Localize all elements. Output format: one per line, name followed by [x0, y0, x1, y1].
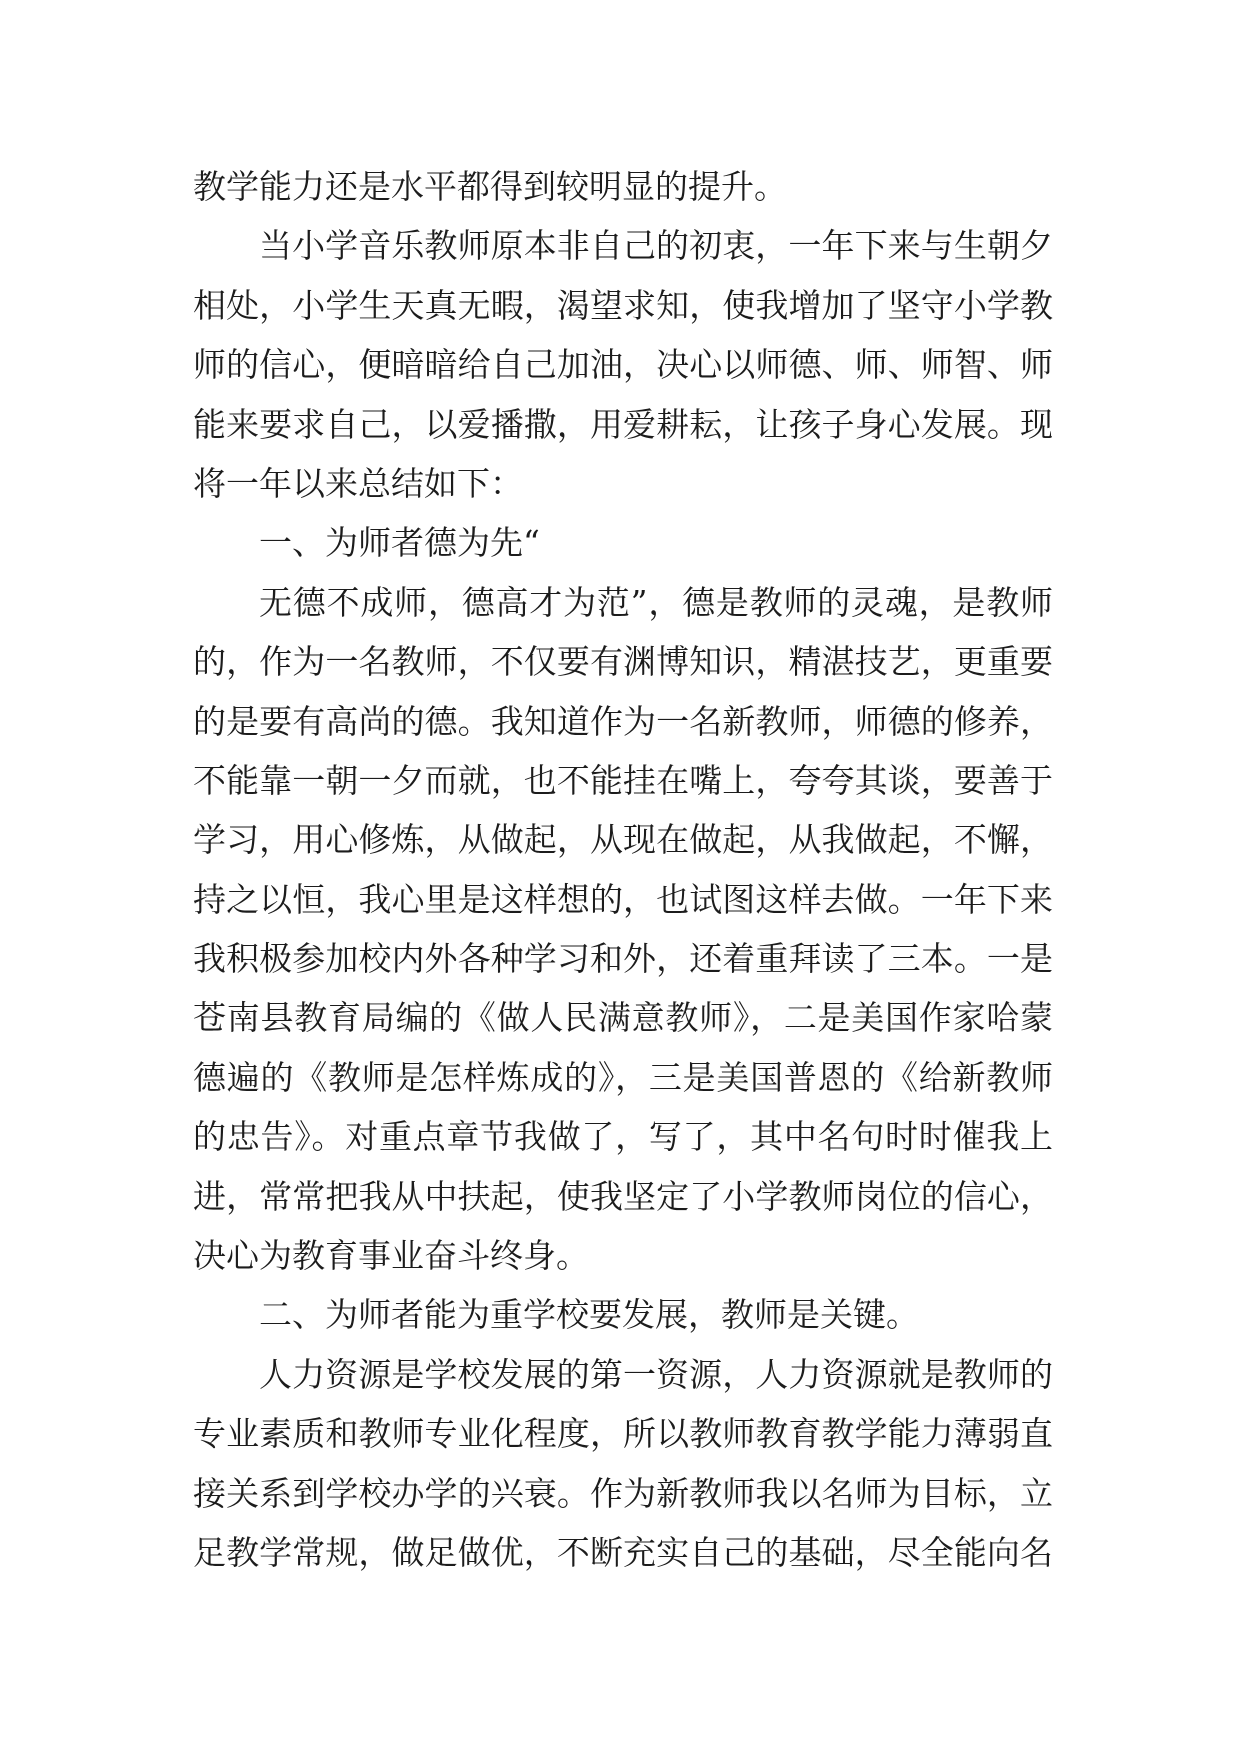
text-line: 我积极参加校内外各种学习和外，还着重拜读了三本。一是 — [193, 939, 1053, 979]
paragraph-first-line: 当小学音乐教师原本非自己的初衷，一年下来与生朝夕 — [259, 226, 1053, 266]
text-line: 的是要有高尚的德。我知道作为一名新教师，师德的修养， — [193, 701, 1053, 741]
text-line: 师的信心，便暗暗给自己加油，决心以师德、师、师智、师 — [193, 345, 1053, 385]
text-line: 决心为教育事业奋斗终身。 — [193, 1236, 589, 1276]
paragraph-first-line: 人力资源是学校发展的第一资源，人力资源就是教师的 — [259, 1354, 1053, 1394]
body-text — [193, 157, 1053, 1582]
paragraph-first-line: 无德不成师，德高才为范”，德是教师的灵魂，是教师 — [259, 582, 1053, 622]
text-line: 能来要求自己，以爱播撒，用爱耕耘，让孩子身心发展。现 — [193, 404, 1053, 444]
text-line: 的忠告》。对重点章节我做了，写了，其中名句时时催我上 — [193, 1117, 1053, 1157]
text-line: 足教学常规，做足做优，不断充实自己的基础，尽全能向名 — [193, 1532, 1053, 1572]
text-line: 的，作为一名教师，不仅要有渊博知识，精湛技艺，更重要 — [193, 642, 1053, 682]
section-heading-1: 一、为师者德为先“ — [259, 523, 540, 563]
text-line: 进，常常把我从中扶起，使我坚定了小学教师岗位的信心， — [193, 1176, 1053, 1216]
text-line: 接关系到学校办学的兴衰。作为新教师我以名师为目标，立 — [193, 1473, 1053, 1513]
text-line: 学习，用心修炼，从做起，从现在做起，从我做起，不懈， — [193, 820, 1053, 860]
section-heading-2: 二、为师者能为重学校要发展，教师是关键。 — [259, 1295, 919, 1335]
text-line: 德遍的《教师是怎样炼成的》，三是美国普恩的《给新教师 — [193, 1057, 1053, 1097]
text-line: 不能靠一朝一夕而就，也不能挂在嘴上，夸夸其谈，要善于 — [193, 760, 1053, 800]
text-line: 将一年以来总结如下： — [193, 463, 523, 503]
text-line: 持之以恒，我心里是这样想的，也试图这样去做。一年下来 — [193, 879, 1053, 919]
text-line: 专业素质和教师专业化程度，所以教师教育教学能力薄弱直 — [193, 1414, 1053, 1454]
text-line: 教学能力还是水平都得到较明显的提升。 — [193, 167, 787, 206]
text-line: 苍南县教育局编的《做人民满意教师》，二是美国作家哈蒙 — [193, 998, 1053, 1038]
text-line: 相处，小学生天真无暇，渴望求知，使我增加了坚守小学教 — [193, 285, 1053, 325]
